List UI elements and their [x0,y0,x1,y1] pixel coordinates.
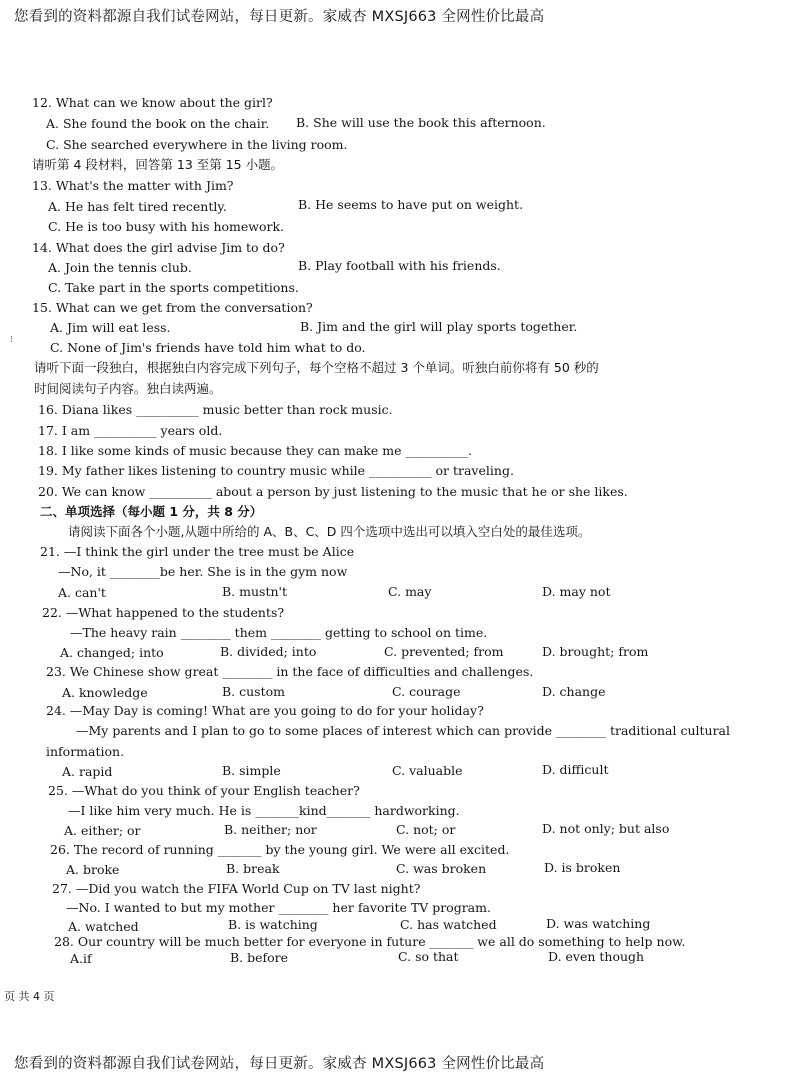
question-12: 12. What can we know about the girl? [32,95,273,110]
question-24-dialog: —My parents and I plan to go to some places of interest which can provide ________ traditional cultural [76,723,730,738]
question-28-option-b: B. before [230,950,289,965]
question-15-option-b: B. Jim and the girl will play sports together. [300,319,578,334]
question-22-option-d: D. brought; from [542,644,649,659]
instruction-monologue-2: 时间阅读句子内容。独白读两遍。 [34,381,222,396]
question-28-option-a: A.if [70,951,92,966]
question-23-option-a: A. knowledge [62,685,148,700]
question-23-option-d: D. change [542,684,606,699]
question-14-option-a: A. Join the tennis club. [48,260,192,275]
question-22-option-c: C. prevented; from [384,644,504,659]
question-14-option-c: C. Take part in the sports competitions. [48,280,299,295]
question-13-option-a: A. He has felt tired recently. [48,199,227,214]
question-28: 28. Our country will be much better for everyone in future _______ we all do something to help now. [54,934,686,949]
question-14-option-b: B. Play football with his friends. [298,258,501,273]
section-2-instruction: 请阅读下面各个小题,从题中所给的 A、B、C、D 四个选项中选出可以填入空白处的最佳选项。 [68,524,591,539]
question-22-option-b: B. divided; into [220,644,317,659]
question-21-option-c: C. may [388,584,432,599]
question-21-option-a: A. can't [58,585,106,600]
question-25-option-a: A. either; or [64,823,141,838]
question-25-dialog: —I like him very much. He is _______kind_______ hardworking. [68,803,460,818]
watermark-banner-top: 您看到的资料都源自我们试卷网站，每日更新。家威杏 MXSJ663 全网性价比最高 [14,9,545,25]
question-12-option-c: C. She searched everywhere in the living room. [46,137,348,152]
instruction-monologue-1: 请听下面一段独白，根据独白内容完成下列句子，每个空格不超过 3 个单词。听独白前你将有 50 秒的 [34,360,599,375]
question-16: 16. Diana likes __________ music better than rock music. [38,402,393,417]
question-21-option-b: B. mustn't [222,584,287,599]
question-18: 18. I like some kinds of music because they can make me __________. [38,443,472,458]
question-28-option-d: D. even though [548,949,645,964]
margin-mark: ⁝ [10,335,13,345]
question-26-option-c: C. was broken [396,861,487,876]
question-24-option-b: B. simple [222,763,281,778]
question-24-option-d: D. difficult [542,762,609,777]
question-17: 17. I am __________ years old. [38,423,223,438]
question-26-option-d: D. is broken [544,860,621,875]
question-21-dialog: —No, it ________be her. She is in the gym now [58,564,348,579]
question-28-option-c: C. so that [398,949,459,964]
question-26: 26. The record of running _______ by the young girl. We were all excited. [50,842,510,857]
question-12-option-a: A. She found the book on the chair. [46,116,270,131]
question-20: 20. We can know __________ about a person by just listening to the music that he or she likes. [38,484,628,499]
question-25: 25. —What do you think of your English teacher? [48,783,360,798]
question-15: 15. What can we get from the conversation? [32,300,313,315]
question-21: 21. —I think the girl under the tree must be Alice [40,544,355,559]
instruction-section-4: 请听第 4 段材料，回答第 13 至第 15 小题。 [32,157,284,172]
page-footer: 页 共 4 页 [4,990,55,1003]
question-13-option-c: C. He is too busy with his homework. [48,219,285,234]
question-26-option-b: B. break [226,861,280,876]
question-24-option-c: C. valuable [392,763,463,778]
question-21-option-d: D. may not [542,584,611,599]
question-27: 27. —Did you watch the FIFA World Cup on TV last night? [52,881,421,896]
question-25-option-c: C. not; or [396,822,456,837]
question-23-option-b: B. custom [222,684,286,699]
question-13: 13. What's the matter with Jim? [32,178,234,193]
question-25-option-b: B. neither; nor [224,822,317,837]
question-27-dialog: —No. I wanted to but my mother ________ her favorite TV program. [66,900,491,915]
watermark-banner-bottom: 您看到的资料都源自我们试卷网站，每日更新。家威杏 MXSJ663 全网性价比最高 [14,1056,545,1072]
question-25-option-d: D. not only; but also [542,821,670,836]
question-22-dialog: —The heavy rain ________ them ________ getting to school on time. [70,625,488,640]
question-13-option-b: B. He seems to have put on weight. [298,197,524,212]
question-23: 23. We Chinese show great ________ in the face of difficulties and challenges. [46,664,534,679]
question-27-option-c: C. has watched [400,917,497,932]
question-19: 19. My father likes listening to country music while __________ or traveling. [38,463,514,478]
question-23-option-c: C. courage [392,684,461,699]
question-24-dialog-cont: information. [46,744,125,759]
question-12-option-b: B. She will use the book this afternoon. [296,115,546,130]
question-14: 14. What does the girl advise Jim to do? [32,240,285,255]
question-22: 22. —What happened to the students? [42,605,285,620]
question-24-option-a: A. rapid [62,764,113,779]
question-27-option-d: D. was watching [546,916,651,931]
question-27-option-a: A. watched [68,919,139,934]
question-27-option-b: B. is watching [228,917,318,932]
question-22-option-a: A. changed; into [60,645,164,660]
question-15-option-c: C. None of Jim's friends have told him what to do. [50,340,366,355]
section-2-heading: 二、单项选择（每小题 1 分，共 8 分） [40,504,263,519]
question-15-option-a: A. Jim will eat less. [50,320,171,335]
question-24: 24. —May Day is coming! What are you going to do for your holiday? [46,703,484,718]
question-26-option-a: A. broke [66,862,120,877]
